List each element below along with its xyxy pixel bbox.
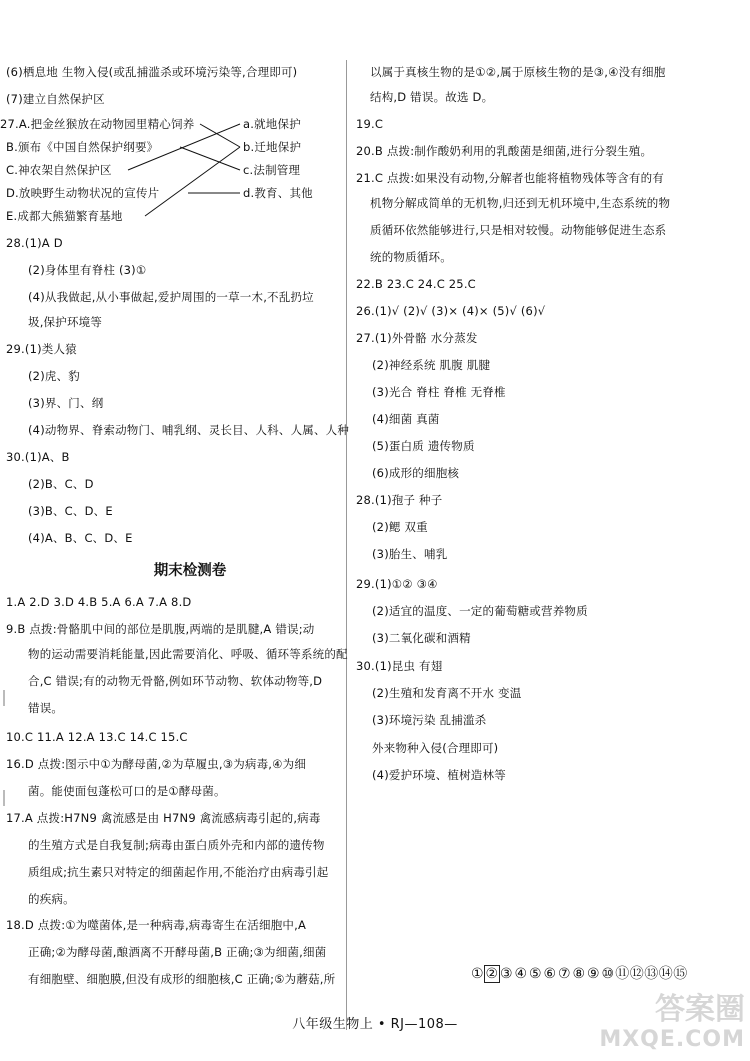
answer-line: 30.(1)A、B xyxy=(6,450,70,464)
answer-line: (2)身体里有脊柱 (3)① xyxy=(28,263,147,277)
answer-line: 29.(1)类人猿 xyxy=(6,342,77,356)
match-left-item: B.颁布《中国自然保护纲要》 xyxy=(6,140,159,154)
binding-mark xyxy=(3,790,5,806)
answer-line: (4)从我做起,从小事做起,爱护周围的一草一木,不乱扔垃 xyxy=(28,290,314,304)
match-right-item: c.法制管理 xyxy=(243,163,301,177)
page-footer: 八年级生物上 • RJ—108— xyxy=(292,1017,458,1032)
page-mark-row xyxy=(470,966,688,982)
answer-line: 有细胞壁、细胞膜,但没有成形的细胞核,C 正确;⑤为蘑菇,所 xyxy=(28,972,336,986)
watermark-text: 答案圈 xyxy=(655,992,745,1027)
answer-line: 圾,保护环境等 xyxy=(28,315,103,329)
answer-line: (6)栖息地 生物入侵(或乱捕滥杀或环境污染等,合理即可) xyxy=(6,65,298,79)
answer-line: 9.B 点拨:骨骼肌中间的部位是肌腹,两端的是肌腱,A 错误;动 xyxy=(6,622,315,636)
answer-line: (7)建立自然保护区 xyxy=(6,92,105,106)
page-mark: ④ xyxy=(514,966,528,982)
answer-line: 10.C 11.A 12.A 13.C 14.C 15.C xyxy=(6,730,188,744)
answer-line: (4)爱护环境、植树造林等 xyxy=(372,768,506,782)
answer-line: (3)光合 脊柱 脊椎 无脊椎 xyxy=(372,385,506,399)
page-mark: ⑩ xyxy=(601,966,615,982)
answer-line: 以属于真核生物的是①②,属于原核生物的是③,④没有细胞 xyxy=(370,65,666,79)
answer-line: 18.D 点拨:①为噬菌体,是一种病毒,病毒寄生在活细胞中,A xyxy=(6,918,307,932)
answer-line: 质组成;抗生素只对特定的细菌起作用,不能治疗由病毒引起 xyxy=(28,865,329,879)
match-line-b-c xyxy=(180,147,240,170)
answer-line: (2)神经系统 肌腹 肌腱 xyxy=(372,358,491,372)
answer-line: 26.(1)√ (2)√ (3)× (4)× (5)√ (6)√ xyxy=(356,304,546,318)
answer-line: (3)胎生、哺乳 xyxy=(372,547,448,561)
page-mark: ① xyxy=(470,966,484,982)
answer-line: (2)虎、豹 xyxy=(28,369,80,383)
answer-line: (4)A、B、C、D、E xyxy=(28,531,133,545)
answer-line: 28.(1)A D xyxy=(6,236,63,250)
answer-line: 合,C 错误;有的动物无骨骼,例如环节动物、软体动物等,D xyxy=(28,674,323,688)
answer-line: 1.A 2.D 3.D 4.B 5.A 6.A 7.A 8.D xyxy=(6,595,192,609)
page-mark: ⑮ xyxy=(673,966,688,982)
answer-line: 机物分解成简单的无机物,归还到无机环境中,生态系统的物 xyxy=(370,196,671,210)
page-mark: ② xyxy=(485,966,499,982)
answer-line: 20.B 点拨:制作酸奶利用的乳酸菌是细菌,进行分裂生殖。 xyxy=(356,144,653,158)
page-mark: ⑦ xyxy=(557,966,571,982)
answer-line: (2)B、C、D xyxy=(28,477,94,491)
answer-line: 错误。 xyxy=(28,701,64,715)
page-mark: ⑥ xyxy=(543,966,557,982)
page-mark: ⑭ xyxy=(658,966,673,982)
section-title: 期末检测卷 xyxy=(153,563,227,579)
match-left-item: E.成都大熊猫繁育基地 xyxy=(6,209,123,223)
answer-line: 27.(1)外骨骼 水分蒸发 xyxy=(356,331,478,345)
answer-line: 统的物质循环。 xyxy=(370,250,452,264)
answer-line: (4)细菌 真菌 xyxy=(372,412,440,426)
page-mark: ⑫ xyxy=(629,966,644,982)
answer-line: (6)成形的细胞核 xyxy=(372,466,460,480)
answer-line: 正确;②为酵母菌,酿酒离不开酵母菌,B 正确;③为细菌,细菌 xyxy=(28,945,327,959)
answer-line: (3)B、C、D、E xyxy=(28,504,113,518)
match-line-a-b xyxy=(200,124,240,147)
binding-mark xyxy=(3,690,5,706)
answer-line: (2)鳃 双重 xyxy=(372,520,428,534)
matching-lines xyxy=(0,0,345,240)
match-left-item: 27.A.把金丝猴放在动物园里精心饲养 xyxy=(0,117,195,131)
answer-line: 外来物种入侵(合理即可) xyxy=(372,741,499,755)
answer-line: 结构,D 错误。故选 D。 xyxy=(370,90,494,104)
answer-line: (4)动物界、脊索动物门、哺乳纲、灵长目、人科、人属、人种 xyxy=(28,423,350,437)
answer-line: 16.D 点拨:图示中①为酵母菌,②为草履虫,③为病毒,④为细 xyxy=(6,757,307,771)
answer-line: (2)适宜的温度、一定的葡萄糖或营养物质 xyxy=(372,604,588,618)
page-mark: ⑪ xyxy=(615,966,630,982)
watermark-logo xyxy=(575,992,745,1055)
answer-line: (5)蛋白质 遗传物质 xyxy=(372,439,475,453)
column-divider xyxy=(346,60,347,1030)
answer-line: 物的运动需要消耗能量,因此需要消化、呼吸、循环等系统的配 xyxy=(28,647,348,661)
match-right-item: a.就地保护 xyxy=(243,117,301,131)
answer-line: 28.(1)孢子 种子 xyxy=(356,493,443,507)
page-mark: ⑧ xyxy=(572,966,586,982)
match-right-item: b.迁地保护 xyxy=(243,140,302,154)
answer-line: 30.(1)昆虫 有翅 xyxy=(356,659,443,673)
page-mark: ⑨ xyxy=(586,966,600,982)
answer-line: (3)环境污染 乱捕滥杀 xyxy=(372,713,487,727)
answer-line: (3)界、门、纲 xyxy=(28,396,104,410)
answer-line: 22.B 23.C 24.C 25.C xyxy=(356,277,476,291)
answer-line: (2)生殖和发育离不开水 变温 xyxy=(372,686,522,700)
answer-line: 29.(1)①② ③④ xyxy=(356,577,438,591)
page-mark: ⑤ xyxy=(528,966,542,982)
match-left-item: D.放映野生动物状况的宣传片 xyxy=(6,186,160,200)
answer-line: 19.C xyxy=(356,117,384,131)
answer-line: 21.C 点拨:如果没有动物,分解者也能将植物残体等含有的有 xyxy=(356,171,665,185)
answer-line: 菌。能使面包蓬松可口的是①酵母菌。 xyxy=(28,784,226,798)
answer-line: 的疾病。 xyxy=(28,892,75,906)
answer-line: (3)二氧化碳和酒精 xyxy=(372,631,471,645)
match-right-item: d.教育、其他 xyxy=(243,186,313,200)
answer-line: 质循环依然能够进行,只是相对较慢。动物能够促进生态系 xyxy=(370,223,667,237)
answer-line: 17.A 点拨:H7N9 禽流感是由 H7N9 禽流感病毒引起的,病毒 xyxy=(6,811,321,825)
page-mark: ③ xyxy=(499,966,513,982)
answer-line: 的生殖方式是自我复制;病毒由蛋白质外壳和内部的遗传物 xyxy=(28,838,325,852)
match-left-item: C.神农架自然保护区 xyxy=(6,163,112,177)
page-mark: ⑬ xyxy=(644,966,659,982)
watermark-url: MXQE.COM xyxy=(599,1027,745,1052)
